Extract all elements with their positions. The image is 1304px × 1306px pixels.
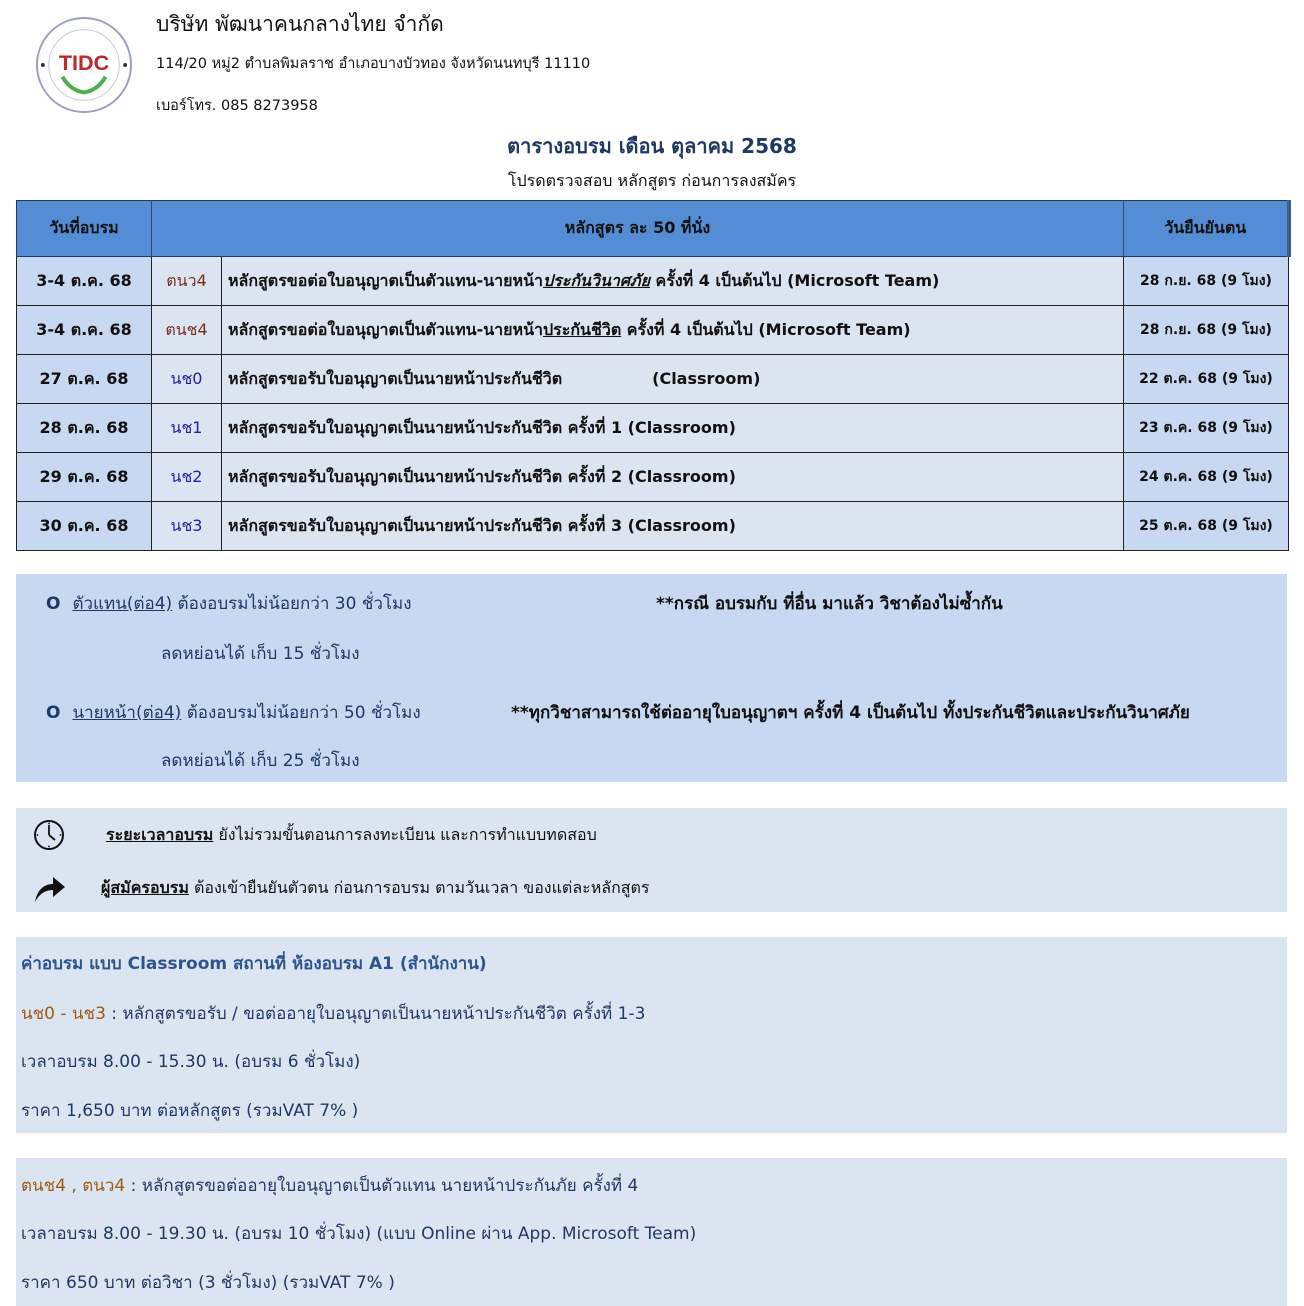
broker-hours: ต้องอบรมไม่น้อยกว่า 50 ชั่วโมง: [181, 703, 421, 723]
course-name-suffix: ครั้งที่ 4 เป็นต้นไป (Microsoft Team): [649, 270, 940, 290]
online-time: เวลาอบรม 8.00 - 19.30 น. (อบรม 10 ชั่วโมง) (แบบ Online ผ่าน App. Microsoft Team): [21, 1224, 697, 1244]
classroom-price: ราคา 1,650 บาท ต่อหลักสูตร (รวมVAT 7% ): [21, 1101, 359, 1121]
online-course-desc: : หลักสูตรขอต่ออายุใบอนุญาตเป็นตัวแทน นายหน้าประกันภัย ครั้งที่ 4: [125, 1176, 639, 1196]
classroom-course-desc: : หลักสูตรขอรับ / ขอต่ออายุใบอนุญาตเป็นนายหน้าประกันชีวิต ครั้งที่ 1-3: [105, 1004, 646, 1024]
table-row: [17, 502, 1289, 551]
classroom-heading: ค่าอบรม แบบ Classroom สถานที่ ห้องอบรม A1 (สำนักงาน): [21, 954, 487, 974]
agent-requirement: [46, 590, 412, 617]
course-code: ตนช4: [152, 306, 222, 355]
course-name-suffix: (Classroom): [652, 368, 761, 388]
course-name-suffix: ครั้งที่ 4 เป็นต้นไป (Microsoft Team): [621, 319, 911, 339]
course-code: นช1: [152, 404, 222, 453]
page-title: ตารางอบรม เดือน ตุลาคม 2568: [507, 134, 797, 158]
table-row: [17, 257, 1289, 306]
course-name-main: หลักสูตรขอรับใบอนุญาตเป็นนายหน้าประกันชีวิต: [228, 417, 563, 437]
course-name-main: หลักสูตรขอรับใบอนุญาตเป็นนายหน้าประกันชีวิต: [228, 466, 563, 486]
course-code: นช3: [152, 502, 222, 551]
broker-requirement: [46, 699, 421, 726]
broker-reduction: ลดหย่อนได้ เก็บ 25 ชั่วโมง: [161, 751, 360, 771]
training-date: 30 ต.ค. 68: [17, 502, 152, 551]
training-date: 28 ต.ค. 68: [17, 404, 152, 453]
course-name-main: หลักสูตรขอต่อใบอนุญาตเป็นตัวแทน-นายหน้า: [228, 270, 543, 290]
course-name: [222, 502, 1124, 551]
broker-label: นายหน้า(ต่อ4): [72, 703, 182, 723]
online-pricing-panel: [16, 1158, 1287, 1306]
agent-reduction: ลดหย่อนได้ เก็บ 15 ชั่วโมง: [161, 644, 360, 664]
notice-applicant-label: ผู้สมัครอบรม: [101, 878, 189, 897]
course-name-main: หลักสูตรขอรับใบอนุญาตเป็นนายหน้าประกันชีวิต: [228, 515, 563, 535]
agent-note: **กรณี อบรมกับ ที่อื่น มาแล้ว วิชาต้องไม่ซ้ำกัน: [656, 594, 1003, 614]
course-name-main: หลักสูตรขอรับใบอนุญาตเป็นนายหน้าประกันชีวิต: [228, 368, 563, 388]
classroom-time: เวลาอบรม 8.00 - 15.30 น. (อบรม 6 ชั่วโมง): [21, 1052, 361, 1072]
training-date: 27 ต.ค. 68: [17, 355, 152, 404]
course-name: [222, 404, 1124, 453]
training-date: 3-4 ต.ค. 68: [17, 306, 152, 355]
header-training-date: วันที่อบรม: [17, 201, 152, 257]
training-date: 29 ต.ค. 68: [17, 453, 152, 502]
training-date: 3-4 ต.ค. 68: [17, 257, 152, 306]
confirm-date: 28 ก.ย. 68 (9 โมง): [1124, 306, 1289, 355]
logo-text: TIDC: [58, 49, 110, 75]
table-row: [17, 355, 1289, 404]
classroom-course-codes: นช0 - นช3: [21, 1004, 106, 1024]
course-name-suffix: ครั้งที่ 2 (Classroom): [562, 466, 736, 486]
online-courses: [21, 1172, 638, 1199]
header-course: หลักสูตร ละ 50 ที่นั่ง: [152, 201, 1124, 257]
confirm-date: 28 ก.ย. 68 (9 โมง): [1124, 257, 1289, 306]
online-course-codes: ตนช4 , ตนว4: [21, 1176, 126, 1196]
course-name: [222, 355, 1124, 404]
course-name: [222, 306, 1124, 355]
requirements-panel: [16, 574, 1287, 782]
course-code: นช0: [152, 355, 222, 404]
course-name: [222, 453, 1124, 502]
notice-applicant: [101, 876, 650, 901]
page-subtitle: โปรดตรวจสอบ หลักสูตร ก่อนการลงสมัคร: [507, 171, 797, 190]
notice-duration: [106, 823, 597, 848]
course-name-main: หลักสูตรขอต่อใบอนุญาตเป็นตัวแทน-นายหน้า: [228, 319, 543, 339]
course-type-highlight: ประกันวินาศภัย: [543, 270, 650, 290]
classroom-courses: [21, 1000, 645, 1027]
broker-note: **ทุกวิชาสามารถใช้ต่ออายุใบอนุญาตฯ ครั้งที่ 4 เป็นต้นไป ทั้งประกันชีวิตและประกันวินาศภัย: [511, 703, 1190, 723]
course-name-suffix: ครั้งที่ 1 (Classroom): [562, 417, 736, 437]
company-address: 114/20 หมู่2 ตำบลพิมลราช อำเภอบางบัวทอง จังหวัดนนทบุรี 11110: [156, 56, 591, 72]
share-arrow-icon: [32, 872, 66, 906]
notices-panel: [16, 808, 1287, 912]
classroom-pricing-panel: [16, 937, 1287, 1133]
bullet: O: [46, 703, 61, 723]
agent-label: ตัวแทน(ต่อ4): [72, 594, 173, 614]
table-row: [17, 306, 1289, 355]
company-name: บริษัท พัฒนาคนกลางไทย จำกัด: [156, 12, 444, 36]
course-name: [222, 257, 1124, 306]
header-confirm-date: วันยืนยันตน: [1124, 201, 1289, 257]
course-code: ตนว4: [152, 257, 222, 306]
clock-icon: [32, 818, 66, 852]
online-price: ราคา 650 บาท ต่อวิชา (3 ชั่วโมง) (รวมVAT 7% ): [21, 1273, 395, 1293]
company-logo: [35, 16, 133, 114]
confirm-date: 22 ต.ค. 68 (9 โมง): [1124, 355, 1289, 404]
notice-duration-text: ยังไม่รวมขั้นตอนการลงทะเบียน และการทำแบบทดสอบ: [213, 825, 597, 844]
company-phone: เบอร์โทร. 085 8273958: [156, 98, 318, 114]
agent-hours: ต้องอบรมไม่น้อยกว่า 30 ชั่วโมง: [172, 594, 412, 614]
course-code: นช2: [152, 453, 222, 502]
notice-duration-label: ระยะเวลาอบรม: [106, 825, 214, 844]
bullet: O: [46, 594, 61, 614]
table-row: [17, 404, 1289, 453]
course-name-suffix: ครั้งที่ 3 (Classroom): [562, 515, 736, 535]
schedule-table: [16, 200, 1291, 551]
confirm-date: 25 ต.ค. 68 (9 โมง): [1124, 502, 1289, 551]
table-header-row: [17, 201, 1289, 257]
course-type-highlight: ประกันชีวิต: [543, 319, 622, 339]
confirm-date: 23 ต.ค. 68 (9 โมง): [1124, 404, 1289, 453]
table-row: [17, 453, 1289, 502]
confirm-date: 24 ต.ค. 68 (9 โมง): [1124, 453, 1289, 502]
notice-applicant-text: ต้องเข้ายืนยันตัวตน ก่อนการอบรม ตามวันเวลา ของแต่ละหลักสูตร: [188, 878, 650, 897]
